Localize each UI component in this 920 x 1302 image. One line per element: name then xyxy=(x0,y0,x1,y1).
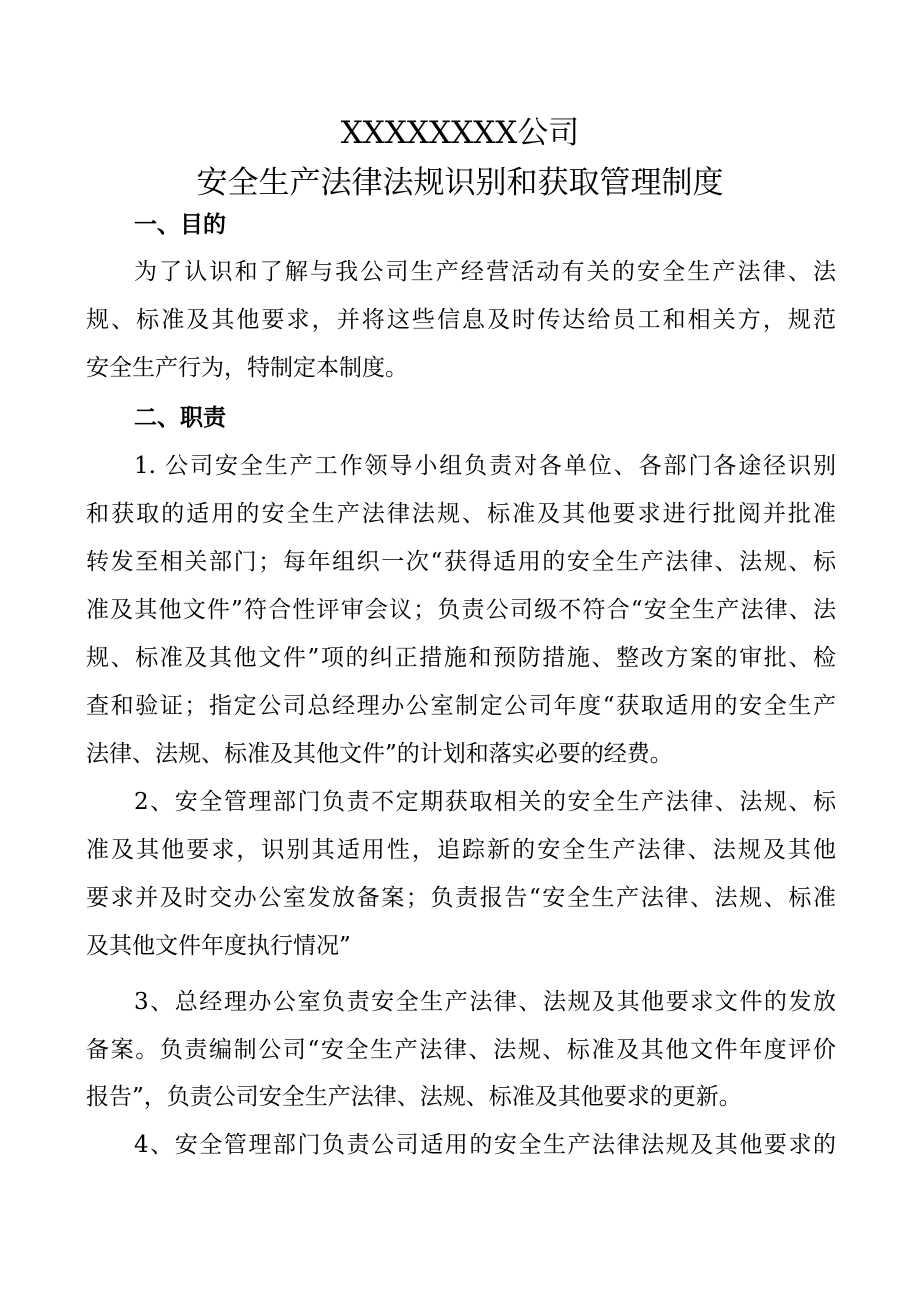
paragraph-line: 为了认识和了解与我公司生产经营活动有关的安全生产法律、法 xyxy=(134,259,836,285)
paragraph-line: 3、总经理办公室负责安全生产法律、法规及其他要求文件的发放 xyxy=(134,989,836,1015)
document-title: 安全生产法律法规识别和获取管理制度 xyxy=(196,165,724,201)
paragraph-line: 1. 公司安全生产工作领导小组负责对各单位、各部门各途径识别 xyxy=(134,453,836,479)
paragraph-line: 准及其他文件”符合性评审会议；负责公司级不符合“安全生产法律、法 xyxy=(86,597,836,623)
paragraph-line: 法律、法规、标准及其他文件”的计划和落实必要的经费。 xyxy=(86,741,673,767)
paragraph-line: 2、安全管理部门负责不定期获取相关的安全生产法律、法规、标 xyxy=(134,789,836,815)
section-heading-duties: 二、职责 xyxy=(134,404,226,431)
paragraph-line: 规、标准及其他文件”项的纠正措施和预防措施、整改方案的审批、检 xyxy=(86,645,836,671)
paragraph-line: 4、安全管理部门负责公司适用的安全生产法律法规及其他要求的 xyxy=(134,1132,836,1158)
company-title: XXXXXXXX公司 xyxy=(340,115,580,151)
paragraph-line: 查和验证；指定公司总经理办公室制定公司年度“获取适用的安全生产 xyxy=(86,693,836,719)
paragraph-line: 规、标准及其他要求，并将这些信息及时传达给员工和相关方，规范 xyxy=(86,307,836,333)
paragraph-line: 安全生产行为，特制定本制度。 xyxy=(86,355,408,381)
section-heading-purpose: 一、目的 xyxy=(134,211,226,238)
paragraph-line: 转发至相关部门；每年组织一次“获得适用的安全生产法律、法规、标 xyxy=(86,549,836,575)
paragraph-line: 要求并及时交办公室发放备案；负责报告“安全生产法律、法规、标准 xyxy=(86,885,836,911)
paragraph-line: 报告”，负责公司安全生产法律、法规、标准及其他要求的更新。 xyxy=(86,1084,742,1110)
paragraph-line: 备案。负责编制公司“安全生产法律、法规、标准及其他文件年度评价 xyxy=(86,1037,836,1063)
paragraph-line: 及其他文件年度执行情况” xyxy=(86,933,351,959)
paragraph-line: 准及其他要求，识别其适用性，追踪新的安全生产法律、法规及其他 xyxy=(86,837,836,863)
paragraph-line: 和获取的适用的安全生产法律法规、标准及其他要求进行批阅并批准 xyxy=(86,501,836,527)
